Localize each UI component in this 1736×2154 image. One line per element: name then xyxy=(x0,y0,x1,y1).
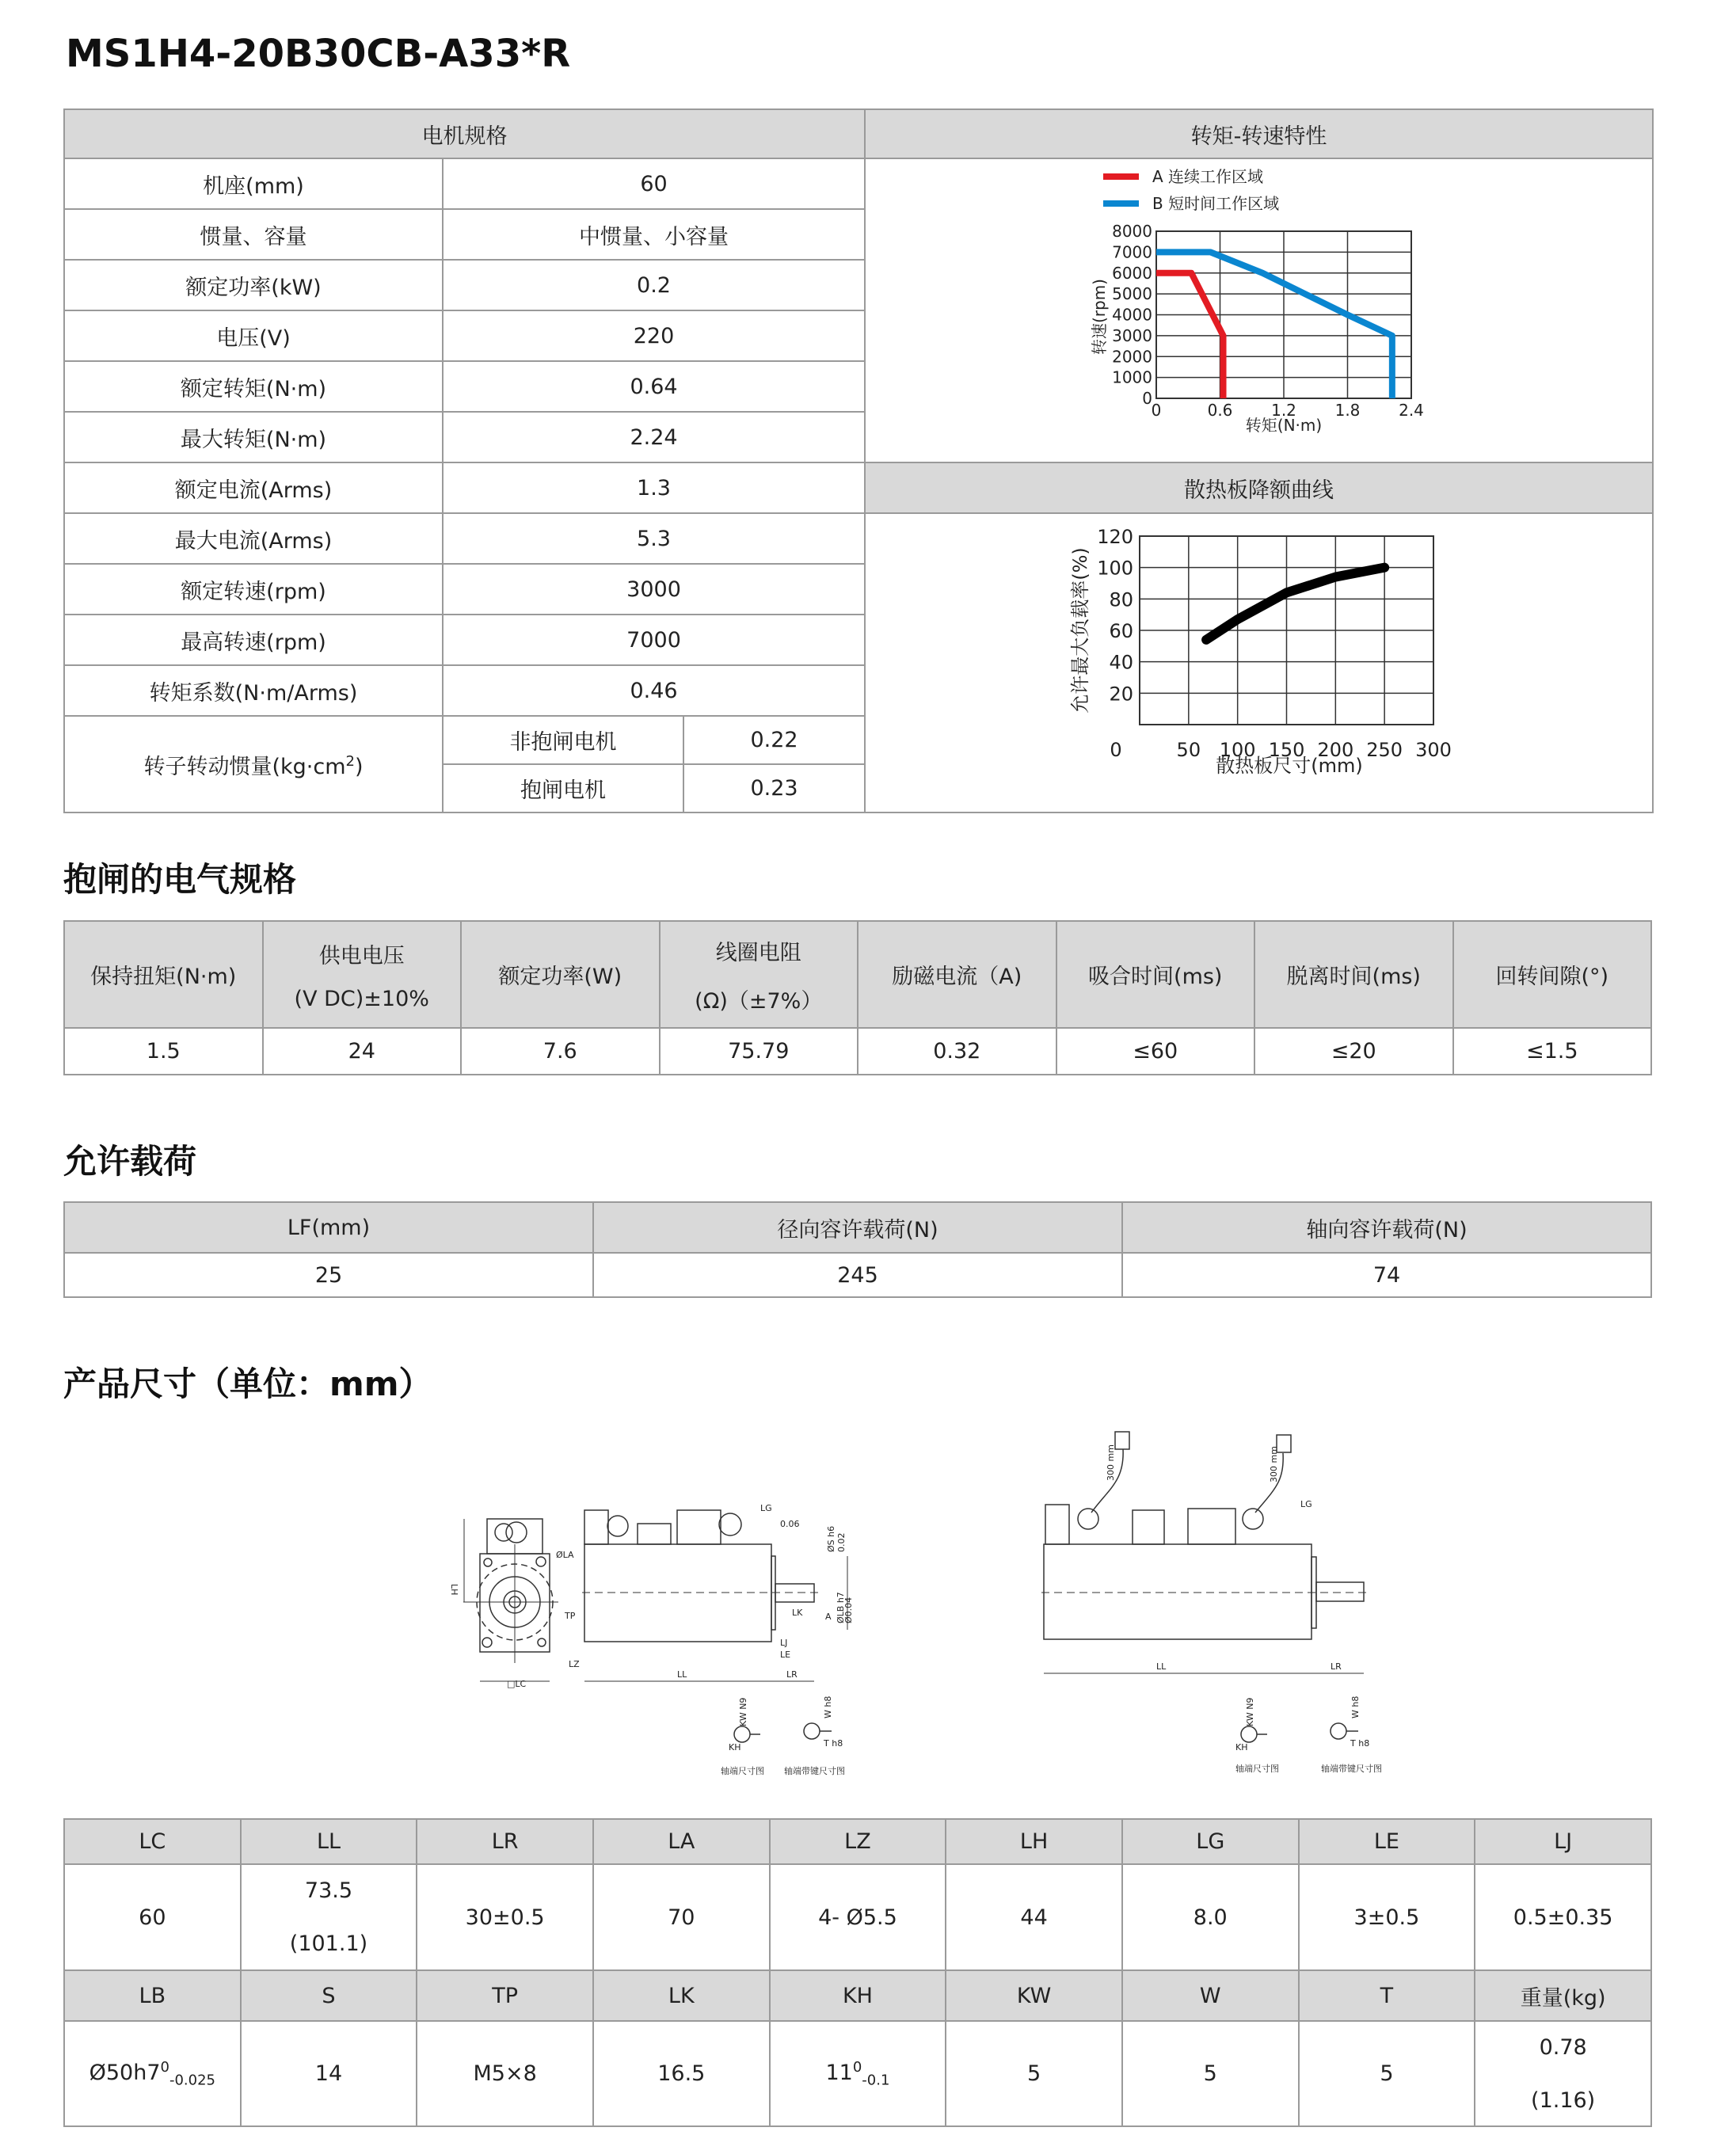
lb-lower-tol: -0.025 xyxy=(169,2072,216,2089)
dim-header: KW xyxy=(946,1970,1122,2021)
y-tick-label: 80 xyxy=(1109,588,1133,611)
x-axis-label: 散热板尺寸(mm) xyxy=(1216,755,1363,777)
dim-value: 3±0.5 xyxy=(1299,1864,1475,1970)
dim-value: 5 xyxy=(946,2021,1122,2126)
brake-section-title: 抱闸的电气规格 xyxy=(63,860,297,899)
spec-label: 转矩系数(N·m/Arms) xyxy=(64,665,443,716)
spec-label: 额定电流(Arms) xyxy=(64,462,443,513)
ll-brake-value: (101.1) xyxy=(289,1931,368,1956)
drawing-label-lk: LK xyxy=(792,1608,803,1618)
spec-value: 0.46 xyxy=(443,665,865,716)
brake-table xyxy=(63,920,1652,1075)
drawing-label-lb: ØLB h7 xyxy=(836,1592,846,1623)
y-tick-label: 6000 xyxy=(1112,263,1152,283)
drawing-label-shaft_key: 轴端带键尺寸图 xyxy=(1321,1764,1382,1774)
dim-header: LA xyxy=(593,1819,770,1864)
drawing-label-lg: LG xyxy=(760,1503,772,1513)
drawing-label-w: W h8 xyxy=(1350,1695,1361,1718)
kh-upper-tol: 0 xyxy=(852,2058,862,2076)
dim-value: 16.5 xyxy=(593,2021,770,2126)
brake-value: 24 xyxy=(263,1028,462,1075)
legend-label: A 连续工作区域 xyxy=(1152,167,1264,186)
brake-value: ≤20 xyxy=(1254,1028,1453,1075)
inertia-sub-label: 抱闸电机 xyxy=(443,764,683,813)
charts-layer xyxy=(0,0,1736,816)
drawing-label-shaft: 轴端尺寸图 xyxy=(1235,1764,1279,1774)
drawing-label-le: LE xyxy=(780,1650,791,1660)
brake-header xyxy=(263,921,462,1028)
spec-value: 0.2 xyxy=(443,260,865,310)
x-axis-label: 转矩(N·m) xyxy=(1245,416,1323,435)
dim-value: 5 xyxy=(1122,2021,1299,2126)
drawing-label-tol2: 0.02 xyxy=(836,1532,847,1552)
drawing-label-cable: 300 mm xyxy=(1106,1444,1116,1481)
dim-header: S xyxy=(241,1970,417,2021)
dim-value: 60 xyxy=(64,1864,241,1970)
y-tick-label: 7000 xyxy=(1112,242,1152,262)
drawing-label-datum: A xyxy=(825,1612,832,1622)
dim-value: M5×8 xyxy=(417,2021,593,2126)
lb-upper-tol: 0 xyxy=(160,2058,169,2076)
brake-header xyxy=(461,921,660,1028)
load-header: LF(mm) xyxy=(64,1202,593,1253)
inertia-label-sup: 2 xyxy=(345,752,355,770)
brake-header-line: (Ω)（±7%） xyxy=(695,988,823,1014)
brake-header-line: 吸合时间(ms) xyxy=(1088,965,1223,989)
drawing-label-kh: KH xyxy=(1235,1742,1248,1753)
load-value: 245 xyxy=(593,1253,1122,1297)
drawing-label-shaft: 轴端尺寸图 xyxy=(721,1766,764,1776)
y-tick-label: 8000 xyxy=(1112,222,1152,241)
ll-value: 73.5 xyxy=(304,1878,353,1903)
load-section-title: 允许载荷 xyxy=(63,1142,197,1181)
brake-header-line: (V DC)±10% xyxy=(294,986,429,1011)
y-tick-label: 60 xyxy=(1109,620,1133,642)
torque-chart-header: 转矩-转速特性 xyxy=(865,109,1653,158)
dim-value: 4- Ø5.5 xyxy=(770,1864,946,1970)
dim-header: LG xyxy=(1122,1819,1299,1864)
spec-label: 机座(mm) xyxy=(64,158,443,209)
spec-value: 220 xyxy=(443,310,865,361)
spec-value: 1.3 xyxy=(443,462,865,513)
brake-header-line: 线圈电阻 xyxy=(715,940,801,965)
load-header: 轴向容许载荷(N) xyxy=(1122,1202,1651,1253)
inertia-sub-label: 非抱闸电机 xyxy=(443,716,683,764)
dim-value: 0.5±0.35 xyxy=(1475,1864,1651,1970)
weight-value: 0.78 xyxy=(1539,2034,1587,2060)
spec-value: 60 xyxy=(443,158,865,209)
spec-label: 额定转矩(N·m) xyxy=(64,361,443,412)
drawing-label-tol3: Ø0.04 xyxy=(843,1596,854,1623)
brake-header-line: 保持扭矩(N·m) xyxy=(90,965,237,989)
brake-value: 75.79 xyxy=(660,1028,858,1075)
x-tick-label: 250 xyxy=(1366,739,1403,761)
dimension-table xyxy=(63,1818,1652,2127)
x-tick-label: 150 xyxy=(1268,739,1305,761)
front-view xyxy=(463,1519,558,1681)
dim-value xyxy=(1475,2021,1651,2126)
drawing-label-ll: LL xyxy=(677,1669,687,1680)
brake-header xyxy=(660,921,858,1028)
drawing-label-lr: LR xyxy=(1331,1661,1342,1672)
dim-value xyxy=(241,1864,417,1970)
y-tick-label: 100 xyxy=(1097,557,1133,580)
x-tick-label: 0 xyxy=(1151,401,1162,420)
lb-base: Ø50h7 xyxy=(89,2060,161,2085)
drawing-label-lj: LJ xyxy=(780,1638,788,1648)
brake-header-line: 回转间隙(°) xyxy=(1495,965,1609,989)
x-tick-label: 50 xyxy=(1176,739,1201,761)
brake-value: ≤60 xyxy=(1056,1028,1255,1075)
dim-value: 44 xyxy=(946,1864,1122,1970)
brake-value: ≤1.5 xyxy=(1453,1028,1652,1075)
x-tick-label: 2.4 xyxy=(1399,401,1424,420)
brake-value: 1.5 xyxy=(64,1028,263,1075)
inertia-label: 转子转动惯量(kg·cm xyxy=(143,754,346,779)
drawing-label-kw: KW N9 xyxy=(1245,1697,1255,1726)
brake-value: 7.6 xyxy=(461,1028,660,1075)
dim-value xyxy=(64,2021,241,2126)
x-tick-label: 0.6 xyxy=(1207,401,1233,420)
y-tick-label: 120 xyxy=(1097,526,1133,548)
brake-side-view xyxy=(1041,1432,1370,1673)
drawing-label-ll: LL xyxy=(1156,1661,1167,1672)
dim-header: LL xyxy=(241,1819,417,1864)
brake-header-line: 励磁电流（A) xyxy=(892,965,1022,989)
y-axis-label: 允许最大负载率(%) xyxy=(1069,547,1091,714)
y-tick-label: 5000 xyxy=(1112,284,1152,304)
spec-value: 中惯量、小容量 xyxy=(443,209,865,260)
drawing-label-shaft_key: 轴端带键尺寸图 xyxy=(784,1766,845,1776)
spec-header: 电机规格 xyxy=(64,109,865,158)
spec-label: 电压(V) xyxy=(64,310,443,361)
dim-header: LK xyxy=(593,1970,770,2021)
y-axis-label: 转速(rpm) xyxy=(1090,278,1109,356)
y-tick-label: 2000 xyxy=(1112,347,1152,367)
page-title: MS1H4-20B30CB-A33*R xyxy=(66,32,571,76)
spec-label: 额定功率(kW) xyxy=(64,260,443,310)
spec-label: 最大电流(Arms) xyxy=(64,513,443,564)
load-value: 74 xyxy=(1122,1253,1651,1297)
drawing-label-w: W h8 xyxy=(823,1695,833,1718)
inertia-sub-value: 0.22 xyxy=(683,716,865,764)
spec-value: 2.24 xyxy=(443,412,865,462)
drawing-label-lg: LG xyxy=(1300,1499,1312,1509)
legend-swatch xyxy=(1103,200,1139,207)
drawing-label-tol1: 0.06 xyxy=(780,1519,800,1529)
drawing-label-kh: KH xyxy=(729,1742,741,1753)
spec-value: 0.64 xyxy=(443,361,865,412)
legend-swatch xyxy=(1103,173,1139,180)
dim-header: LR xyxy=(417,1819,593,1864)
dim-value: 70 xyxy=(593,1864,770,1970)
x-tick-label: 300 xyxy=(1415,739,1452,761)
brake-header xyxy=(1453,921,1652,1028)
brake-value: 0.32 xyxy=(858,1028,1056,1075)
kh-base: 11 xyxy=(825,2060,853,2085)
y-tick-label: 20 xyxy=(1109,683,1133,706)
drawing-label-lr: LR xyxy=(786,1669,798,1680)
brake-header xyxy=(64,921,263,1028)
x-tick-label: 1.2 xyxy=(1271,401,1296,420)
dimension-drawing xyxy=(444,1418,1441,1790)
dims-section-title: 产品尺寸（单位：mm） xyxy=(63,1364,432,1403)
drawing-label-tp: TP xyxy=(565,1611,576,1621)
dim-header: TP xyxy=(417,1970,593,2021)
dim-header: LE xyxy=(1299,1819,1475,1864)
legend-label: B 短时间工作区域 xyxy=(1152,194,1280,213)
dim-header: LJ xyxy=(1475,1819,1651,1864)
load-header: 径向容许载荷(N) xyxy=(593,1202,1122,1253)
load-table xyxy=(63,1201,1652,1298)
spec-value: 5.3 xyxy=(443,513,865,564)
drawing-label-t: T h8 xyxy=(1350,1738,1370,1749)
brake-header-line: 供电电压 xyxy=(318,943,405,969)
spec-label: 最高转速(rpm) xyxy=(64,615,443,665)
spec-value: 3000 xyxy=(443,564,865,615)
inertia-label-end: ) xyxy=(354,754,364,779)
dim-header: LC xyxy=(64,1819,241,1864)
kh-lower-tol: -0.1 xyxy=(862,2072,890,2089)
y-tick-label: 1000 xyxy=(1112,367,1152,387)
y-tick-label: 4000 xyxy=(1112,305,1152,325)
weight-brake-value: (1.16) xyxy=(1531,2087,1596,2113)
dim-value: 14 xyxy=(241,2021,417,2126)
x-tick-label: 0 xyxy=(1110,739,1122,761)
dim-value xyxy=(770,2021,946,2126)
brake-header xyxy=(1056,921,1255,1028)
dim-header: 重量(kg) xyxy=(1475,1970,1651,2021)
drawing-label-lh: LH xyxy=(449,1584,459,1596)
dim-header: LZ xyxy=(770,1819,946,1864)
dim-value: 5 xyxy=(1299,2021,1475,2126)
load-value: 25 xyxy=(64,1253,593,1297)
spec-label: 最大转矩(N·m) xyxy=(64,412,443,462)
brake-header-line: 额定功率(W) xyxy=(498,965,622,989)
dim-value: 8.0 xyxy=(1122,1864,1299,1970)
inertia-sub-value: 0.23 xyxy=(683,764,865,813)
brake-header xyxy=(1254,921,1453,1028)
x-tick-label: 200 xyxy=(1317,739,1354,761)
drawing-label-kw: KW N9 xyxy=(738,1697,748,1726)
drawing-label-lc: □LC xyxy=(507,1679,527,1689)
dim-header: T xyxy=(1299,1970,1475,2021)
drawing-label-lz: LZ xyxy=(569,1659,580,1669)
spec-label: 额定转速(rpm) xyxy=(64,564,443,615)
spec-value: 7000 xyxy=(443,615,865,665)
dim-header: KH xyxy=(770,1970,946,2021)
brake-header xyxy=(858,921,1056,1028)
drawing-label-la: ØLA xyxy=(556,1550,574,1560)
drawing-label-cable: 300 mm xyxy=(1269,1446,1279,1482)
dim-header: LB xyxy=(64,1970,241,2021)
side-view xyxy=(582,1510,847,1681)
series-line-0 xyxy=(1206,568,1384,640)
dim-value: 30±0.5 xyxy=(417,1864,593,1970)
x-tick-label: 100 xyxy=(1219,739,1256,761)
spec-label: 惯量、容量 xyxy=(64,209,443,260)
dim-header: W xyxy=(1122,1970,1299,2021)
x-tick-label: 1.8 xyxy=(1334,401,1361,420)
y-tick-label: 3000 xyxy=(1112,325,1152,345)
derating-chart-header: 散热板降额曲线 xyxy=(865,462,1653,513)
y-tick-label: 40 xyxy=(1109,651,1133,674)
brake-header-line: 脱离时间(ms) xyxy=(1286,965,1421,989)
y-tick-label: 0 xyxy=(1142,389,1152,408)
dim-header: LH xyxy=(946,1819,1122,1864)
drawing-label-s: ØS h6 xyxy=(826,1525,836,1552)
drawing-label-t: T h8 xyxy=(824,1738,843,1749)
